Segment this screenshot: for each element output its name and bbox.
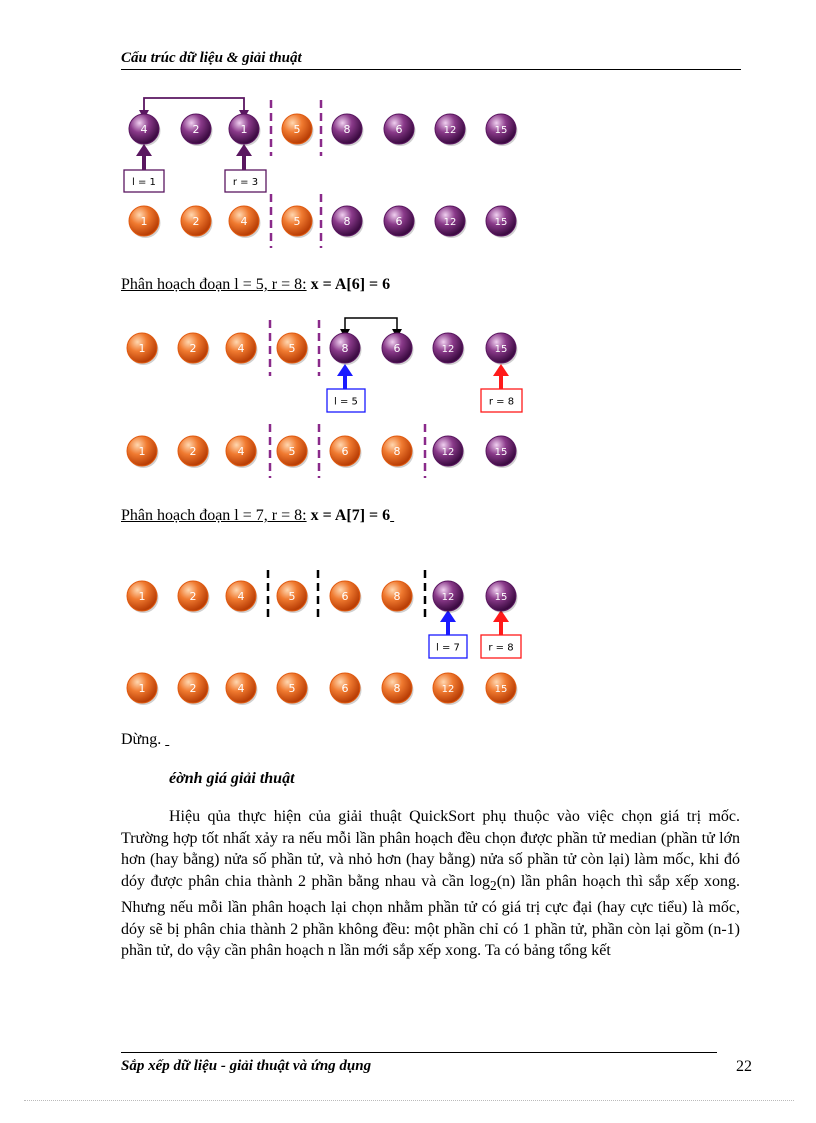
ball-value: 8 [393, 682, 401, 695]
ball-value: 15 [494, 125, 508, 136]
ball-row [129, 114, 518, 146]
ball-value: 5 [288, 682, 296, 695]
ball-purple [129, 114, 161, 146]
ball-value: 2 [189, 342, 197, 355]
ball-purple [435, 206, 467, 238]
ball-orange [226, 333, 258, 365]
ball-value: 5 [288, 590, 296, 603]
ball-value: 8 [393, 445, 401, 458]
ball-orange [178, 436, 210, 468]
ball-value: 4 [140, 123, 148, 136]
ball-value: 6 [341, 590, 349, 603]
ball-purple [433, 333, 465, 365]
ball-purple [181, 114, 213, 146]
caption-text: Phân hoạch đoạn l = 7, r = 8: [121, 507, 307, 524]
ball-value: 12 [441, 592, 455, 603]
ball-orange [127, 673, 159, 705]
stop-text: Dừng. [121, 731, 162, 748]
ball-orange [178, 333, 210, 365]
pointer-label [124, 170, 164, 192]
pointer-label [429, 635, 467, 658]
ball-purple [486, 114, 518, 146]
ball-row [127, 581, 518, 613]
section-title: éờnh giá giải thuật [169, 770, 295, 787]
ball-orange [282, 114, 314, 146]
ball-value: 8 [343, 123, 351, 136]
ball-value: 2 [189, 590, 197, 603]
ball-value: 12 [443, 125, 457, 136]
pointer-label [225, 170, 266, 192]
ball-value: 4 [240, 215, 248, 228]
ball-orange [127, 581, 159, 613]
ball-purple [332, 206, 364, 238]
ball-value: 12 [443, 217, 457, 228]
ball-value: 2 [192, 123, 200, 136]
ball-orange [433, 673, 465, 705]
page-footer-title: Sắp xếp dữ liệu - giải thuật và ứng dụng [121, 1058, 372, 1074]
ball-value: 4 [237, 445, 245, 458]
ball-orange [178, 581, 210, 613]
ball-row [129, 206, 518, 238]
ball-orange [129, 206, 161, 238]
ball-value: 6 [395, 123, 403, 136]
ball-orange [226, 581, 258, 613]
ball-value: 15 [494, 447, 508, 458]
ball-orange [181, 206, 213, 238]
arrow-head [493, 364, 509, 376]
pointer-label-text: l = 5 [334, 396, 358, 408]
ball-orange [277, 333, 309, 365]
pointer-label [481, 389, 522, 412]
ball-value: 4 [237, 342, 245, 355]
pointer-label-text: r = 3 [232, 177, 259, 188]
ball-purple [433, 436, 465, 468]
caption-formula: x = A[7] = 6 [310, 507, 391, 524]
ball-value: 1 [240, 123, 248, 136]
ball-value: 1 [138, 590, 146, 603]
ball-value: 4 [237, 682, 245, 695]
ball-value: 12 [441, 344, 455, 355]
ball-purple [435, 114, 467, 146]
ball-value: 1 [138, 445, 146, 458]
ball-row [127, 436, 518, 468]
ball-value: 6 [341, 445, 349, 458]
ball-purple [486, 436, 518, 468]
ball-purple [486, 206, 518, 238]
caption-formula: x = A[6] = 6 [310, 276, 391, 293]
ball-orange [330, 673, 362, 705]
ball-purple [330, 333, 362, 365]
ball-value: 15 [494, 217, 508, 228]
body-paragraph: Hiệu qủa thực hiện của giải thuật QuickSort phụ thuộc vào việc chọn giá trị mốc. Trường hợp tốt nhất xảy ra nếu mỗi lần phân hoạch đều chọn được phần tử median (phần tử lớn hơn (hay bằng) nửa số phần tử, và nhỏ hơn (hay bằng) nửa số phần tử còn lại) làm mốc, khi đó dóy được phân chia thành 2 phần bằng nhau và cần $\log_2(n)$ lần phân hoạch thì sắp xếp xong. Nhưng nếu mỗi lần phân hoạch lại chọn nhằm phần tử có giá trị cực đại (hay cực tiểu) là mốc, dóy sẽ bị phân chia thành 2 phần không đều: một phần chỉ có 1 phần tử, phần còn lại gồm (n-1) phần tử, do vậy cần phân hoạch n lần mới sắp xếp xong. Ta có bảng tổng kết [121, 808, 740, 960]
ball-purple [486, 581, 518, 613]
ball-value: 2 [189, 682, 197, 695]
caption-partition-2 [121, 507, 394, 525]
pointer-label-text: r = 8 [488, 642, 514, 654]
ball-orange [282, 206, 314, 238]
ball-rows [127, 114, 518, 705]
ball-value: 1 [138, 342, 146, 355]
ball-value: 15 [494, 344, 508, 355]
ball-orange [178, 673, 210, 705]
arrow-head [337, 364, 353, 376]
page-number: 22 [736, 1058, 752, 1075]
pointer-label [327, 389, 365, 412]
page-header-title: Cấu trúc dữ liệu & giải thuật [121, 50, 302, 66]
ball-orange [277, 436, 309, 468]
ball-purple [382, 333, 414, 365]
ball-orange [127, 436, 159, 468]
ball-orange [330, 581, 362, 613]
ball-purple [384, 206, 416, 238]
ball-orange [330, 436, 362, 468]
log-subscript: 2 [490, 878, 497, 894]
pointer-label [481, 635, 521, 658]
ball-value: 8 [393, 590, 401, 603]
ball-row [127, 333, 518, 365]
footer-rule [121, 1052, 717, 1053]
ball-orange [382, 436, 414, 468]
ball-value: 15 [494, 684, 508, 695]
ball-value: 2 [192, 215, 200, 228]
ball-orange [226, 673, 258, 705]
ball-purple [332, 114, 364, 146]
ball-value: 5 [293, 215, 301, 228]
ball-orange [127, 333, 159, 365]
ball-orange [382, 673, 414, 705]
ball-value: 15 [494, 592, 508, 603]
ball-value: 5 [288, 342, 296, 355]
ball-value: 5 [293, 123, 301, 136]
ball-value: 8 [341, 342, 349, 355]
ball-value: 1 [140, 215, 148, 228]
pointer-label-text: l = 1 [132, 177, 156, 188]
ball-purple [229, 114, 261, 146]
ball-value: 4 [237, 590, 245, 603]
ball-orange [382, 581, 414, 613]
ball-orange [486, 673, 518, 705]
ball-value: 6 [395, 215, 403, 228]
ball-value: 8 [343, 215, 351, 228]
ball-value: 12 [441, 684, 455, 695]
page-edge-dots [24, 1100, 794, 1101]
pointer-label-text: l = 7 [436, 642, 460, 654]
ball-purple [486, 333, 518, 365]
ball-value: 12 [441, 447, 455, 458]
ball-purple [433, 581, 465, 613]
ball-value: 5 [288, 445, 296, 458]
ball-value: 6 [393, 342, 401, 355]
ball-value: 6 [341, 682, 349, 695]
ball-value: 1 [138, 682, 146, 695]
ball-orange [277, 673, 309, 705]
caption-text: Phân hoạch đoạn l = 5, r = 8: [121, 276, 307, 293]
pointer-label-text: r = 8 [488, 396, 515, 408]
ball-row [127, 673, 518, 705]
caption-partition-1 [121, 276, 390, 294]
ball-value: 2 [189, 445, 197, 458]
ball-purple [384, 114, 416, 146]
ball-orange [226, 436, 258, 468]
ball-orange [277, 581, 309, 613]
ball-orange [229, 206, 261, 238]
